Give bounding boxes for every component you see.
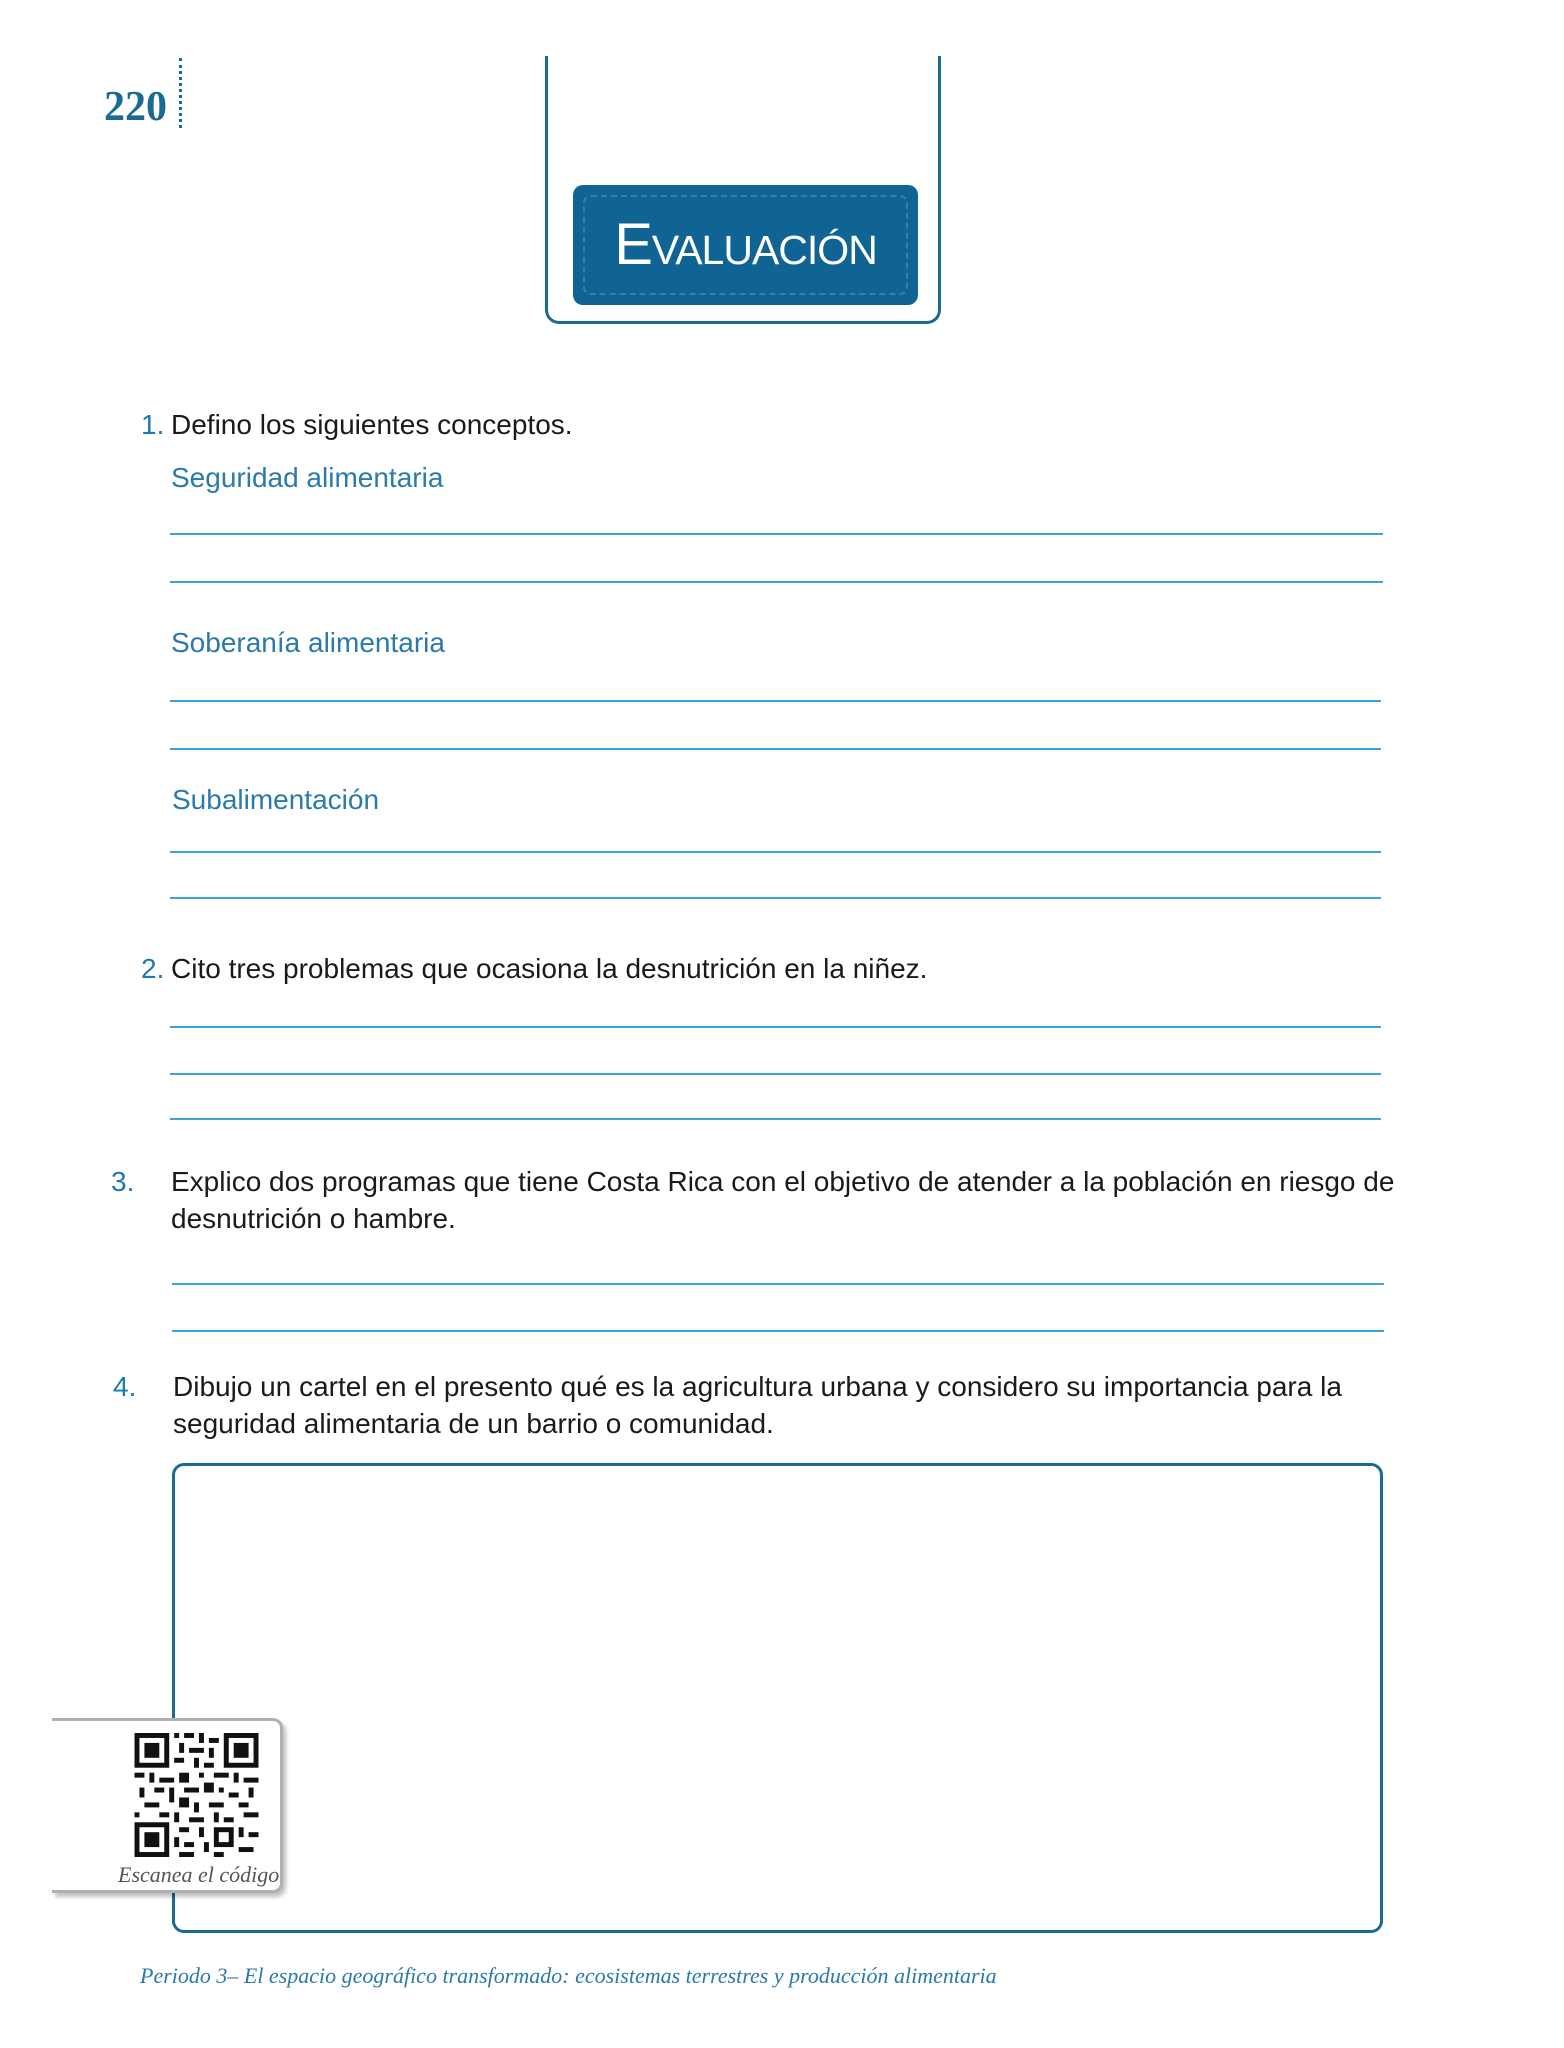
answer-line[interactable] [170,897,1381,899]
question-1 [141,406,1391,443]
question-3 [111,1163,1416,1237]
answer-line[interactable] [172,1283,1384,1285]
page-number-divider [179,58,182,128]
question-text: Dibujo un cartel en el presento qué es la agricultura urbana y considero su importancia para la seguridad alimentaria de un barrio o comunidad. [173,1371,1342,1439]
answer-line[interactable] [170,1118,1381,1120]
concept-label-seguridad: Seguridad alimentaria [171,462,444,493]
qr-caption: Escanea el código [118,1862,280,1887]
question-number: 2. [141,953,165,984]
section-title: Evaluación [614,212,877,277]
answer-line[interactable] [170,533,1383,535]
page-number: 220 [104,84,167,130]
question-text: Explico dos programas que tiene Costa Rica con el objetivo de atender a la población en riesgo de desnutrición o hambre. [171,1166,1395,1234]
concept-label-subalimentacion: Subalimentación [172,784,380,815]
concept-label-soberania: Soberanía alimentaria [171,627,445,658]
qr-code-icon[interactable] [134,1733,259,1857]
question-text: Cito tres problemas que ocasiona la desnutrición en la niñez. [171,953,928,984]
answer-line[interactable] [170,851,1381,853]
footer-text: Periodo 3– El espacio geográfico transformado: ecosistemas terrestres y producción alimentaria [140,1963,997,1988]
answer-line[interactable] [170,700,1381,702]
answer-line[interactable] [172,1330,1384,1332]
question-4 [113,1368,1418,1442]
question-number: 3. [111,1166,135,1197]
question-text: Defino los siguientes conceptos. [171,409,573,440]
answer-line[interactable] [170,1073,1381,1075]
section-badge [573,185,918,305]
answer-line[interactable] [170,1026,1381,1028]
answer-line[interactable] [170,581,1383,583]
question-number: 1. [141,409,165,440]
answer-line[interactable] [170,748,1381,750]
question-number: 4. [113,1371,137,1402]
drawing-area[interactable] [172,1463,1383,1933]
question-2 [141,950,1391,987]
